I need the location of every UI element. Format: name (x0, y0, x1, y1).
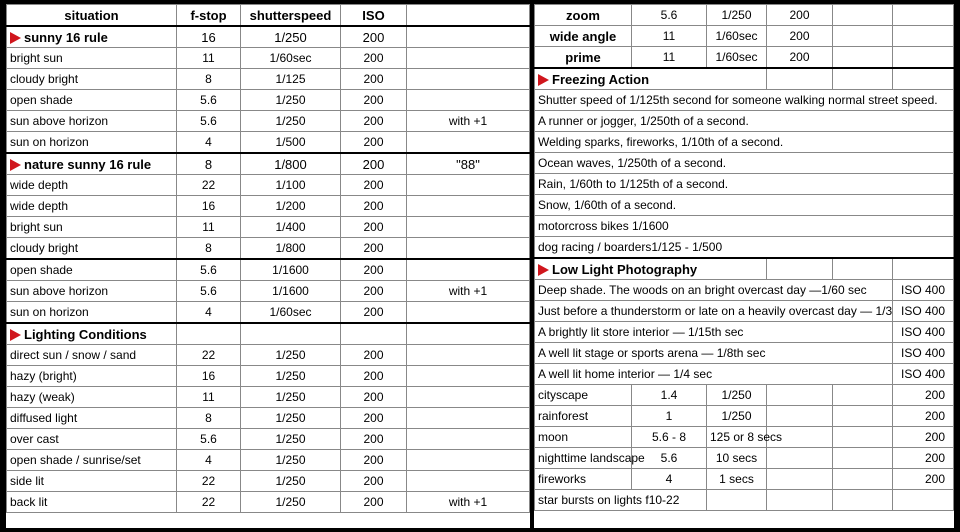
value-cell: 1/250 (241, 450, 341, 471)
value-cell (407, 69, 530, 90)
iso-cell: ISO 400 (893, 322, 954, 343)
empty-cell (893, 258, 954, 280)
value-cell (407, 48, 530, 69)
value-cell: 200 (341, 238, 407, 260)
table-row (7, 281, 530, 302)
value-cell: 1/60sec (241, 48, 341, 69)
empty-cell (767, 448, 833, 469)
value-cell: 1/100 (241, 175, 341, 196)
value-cell: 1 (632, 406, 707, 427)
value-cell: 200 (341, 90, 407, 111)
value-cell: 5.6 (177, 111, 241, 132)
situation-cell: direct sun / snow / sand (7, 345, 177, 366)
table-row (535, 132, 954, 153)
situation-cell: bright sun (7, 48, 177, 69)
value-cell (407, 132, 530, 154)
value-cell (407, 387, 530, 408)
section-title-text: Low Light Photography (552, 261, 698, 277)
table-row (7, 90, 530, 111)
value-cell: 22 (177, 471, 241, 492)
scene-cell: cityscape (535, 385, 632, 406)
photo-settings-sheet (6, 4, 954, 528)
table-row (535, 90, 954, 111)
freezing-note: motorcross bikes 1/1600 (535, 216, 954, 237)
section-row (7, 26, 530, 48)
value-cell: 1/250 (241, 90, 341, 111)
section-value: 200 (341, 153, 407, 175)
table-row (535, 427, 954, 448)
value-cell (407, 238, 530, 260)
value-cell (407, 196, 530, 217)
table-row (7, 48, 530, 69)
value-cell: 1/250 (241, 366, 341, 387)
lowlight-note: A well lit home interior — 1/4 sec (535, 364, 893, 385)
empty-cell (833, 26, 893, 47)
lens-cell: zoom (535, 5, 632, 26)
lowlight-note: star bursts on lights f10-22 (535, 490, 707, 511)
empty-cell (833, 47, 893, 69)
empty-cell (833, 68, 893, 90)
situation-cell: diffused light (7, 408, 177, 429)
value-cell (407, 302, 530, 324)
situation-cell: open shade / sunrise/set (7, 450, 177, 471)
empty-cell (833, 427, 893, 448)
value-cell: 11 (632, 47, 707, 69)
freezing-note: Snow, 1/60th of a second. (535, 195, 954, 216)
value-cell: 1/250 (707, 5, 767, 26)
value-cell: 200 (341, 387, 407, 408)
left-exposure-table (6, 4, 530, 513)
table-row (535, 174, 954, 195)
table-row (535, 385, 954, 406)
section-title-text: sunny 16 rule (24, 29, 108, 45)
table-row (7, 69, 530, 90)
value-cell: 200 (893, 448, 954, 469)
value-cell: 11 (177, 217, 241, 238)
value-cell (407, 217, 530, 238)
freezing-note: Shutter speed of 1/125th second for someone walking normal street speed. (535, 90, 954, 111)
table-row (7, 471, 530, 492)
value-cell: 22 (177, 492, 241, 513)
table-row (535, 26, 954, 47)
value-cell: 1/250 (241, 492, 341, 513)
table-row (535, 5, 954, 26)
empty-cell (833, 258, 893, 280)
table-row (535, 195, 954, 216)
empty-cell (833, 5, 893, 26)
value-cell: 1/250 (241, 345, 341, 366)
value-cell: 200 (341, 471, 407, 492)
value-cell: 5.6 (177, 281, 241, 302)
section-value: 8 (177, 153, 241, 175)
right-reference-table (534, 4, 954, 511)
table-row (535, 280, 954, 301)
value-cell (407, 450, 530, 471)
empty-cell (767, 68, 833, 90)
value-cell: 4 (177, 302, 241, 324)
table-row (535, 301, 954, 322)
empty-cell (767, 385, 833, 406)
situation-cell: wide depth (7, 196, 177, 217)
section-title-text: Freezing Action (552, 71, 650, 87)
column-header (407, 5, 530, 27)
value-cell: 1/1600 (241, 259, 341, 281)
table-row (7, 492, 530, 513)
section-value: 200 (341, 26, 407, 48)
section-title-text: nature sunny 16 rule (24, 156, 152, 172)
value-cell: 8 (177, 69, 241, 90)
value-cell: 1/250 (241, 111, 341, 132)
value-cell: 200 (341, 302, 407, 324)
lens-cell: prime (535, 47, 632, 69)
value-cell: 200 (893, 469, 954, 490)
value-cell: 200 (341, 111, 407, 132)
red-triangle-marker-icon (538, 264, 549, 276)
value-cell: 200 (341, 281, 407, 302)
section-value (407, 323, 530, 345)
situation-cell: back lit (7, 492, 177, 513)
empty-cell (893, 26, 954, 47)
value-cell: 1/60sec (241, 302, 341, 324)
freezing-note: Welding sparks, fireworks, 1/10th of a second. (535, 132, 954, 153)
value-cell: 4 (632, 469, 707, 490)
value-cell: 200 (341, 366, 407, 387)
value-cell: 200 (341, 175, 407, 196)
value-cell (407, 408, 530, 429)
value-cell: 200 (341, 259, 407, 281)
section-value: 1/800 (241, 153, 341, 175)
section-value: 1/250 (241, 26, 341, 48)
value-cell: 16 (177, 196, 241, 217)
table-row (7, 408, 530, 429)
lowlight-note: A brightly lit store interior — 1/15th sec (535, 322, 893, 343)
empty-cell (893, 68, 954, 90)
section-title (7, 323, 177, 345)
iso-cell: ISO 400 (893, 280, 954, 301)
value-cell (407, 366, 530, 387)
situation-cell: sun on horizon (7, 132, 177, 154)
situation-cell: bright sun (7, 217, 177, 238)
situation-cell: sun above horizon (7, 111, 177, 132)
table-row (7, 175, 530, 196)
value-cell (407, 175, 530, 196)
section-row (7, 323, 530, 345)
situation-cell: sun on horizon (7, 302, 177, 324)
empty-cell (833, 469, 893, 490)
table-row (7, 450, 530, 471)
value-cell: 200 (767, 5, 833, 26)
red-triangle-marker-icon (538, 74, 549, 86)
value-cell: 1/500 (241, 132, 341, 154)
value-cell: 1/60sec (707, 26, 767, 47)
value-cell: 10 secs (707, 448, 767, 469)
column-header: f-stop (177, 5, 241, 27)
table-row (535, 469, 954, 490)
table-row (7, 132, 530, 154)
value-cell: 1/60sec (707, 47, 767, 69)
value-cell: 11 (177, 48, 241, 69)
table-row (535, 237, 954, 259)
value-cell: 200 (767, 47, 833, 69)
empty-cell (893, 47, 954, 69)
section-value: 16 (177, 26, 241, 48)
value-cell: 200 (341, 217, 407, 238)
red-triangle-marker-icon (10, 159, 21, 171)
situation-cell: cloudy bright (7, 238, 177, 260)
value-cell: 200 (341, 345, 407, 366)
value-cell: 200 (341, 132, 407, 154)
iso-cell: ISO 400 (893, 301, 954, 322)
empty-cell (893, 5, 954, 26)
value-cell: 11 (632, 26, 707, 47)
red-triangle-marker-icon (10, 32, 21, 44)
value-cell: 200 (341, 408, 407, 429)
freezing-note: A runner or jogger, 1/250th of a second. (535, 111, 954, 132)
value-cell: 200 (767, 26, 833, 47)
value-cell: 200 (341, 48, 407, 69)
section-title (7, 26, 177, 48)
table-row (7, 387, 530, 408)
value-cell: with +1 (407, 111, 530, 132)
table-row (535, 406, 954, 427)
lowlight-note: Just before a thunderstorm or late on a heavily overcast day — 1/3 (535, 301, 893, 322)
table-row (535, 490, 954, 511)
value-cell: 1/800 (241, 238, 341, 260)
iso-cell: ISO 400 (893, 343, 954, 364)
table-row (535, 47, 954, 69)
red-triangle-marker-icon (10, 329, 21, 341)
section-title (7, 153, 177, 175)
value-cell: 5.6 - 8 (632, 427, 707, 448)
value-cell: 1/250 (241, 471, 341, 492)
section-title (535, 68, 767, 90)
table-row (535, 364, 954, 385)
value-cell: 200 (341, 429, 407, 450)
empty-cell (707, 490, 767, 511)
value-cell: 200 (893, 427, 954, 448)
value-cell: 1.4 (632, 385, 707, 406)
empty-cell (767, 469, 833, 490)
table-row (7, 429, 530, 450)
value-cell: 1/200 (241, 196, 341, 217)
table-row (535, 216, 954, 237)
iso-cell: ISO 400 (893, 364, 954, 385)
value-cell: 1/400 (241, 217, 341, 238)
situation-cell: cloudy bright (7, 69, 177, 90)
section-value: "88" (407, 153, 530, 175)
value-cell: 200 (341, 450, 407, 471)
situation-cell: side lit (7, 471, 177, 492)
table-row (7, 238, 530, 260)
section-value (341, 323, 407, 345)
section-title (535, 258, 767, 280)
value-cell (407, 259, 530, 281)
header-row (7, 5, 530, 27)
value-cell: 4 (177, 450, 241, 471)
scene-cell: rainforest (535, 406, 632, 427)
table-row (7, 302, 530, 324)
value-cell: 200 (341, 492, 407, 513)
table-row (7, 345, 530, 366)
value-cell: 200 (893, 406, 954, 427)
freezing-note: dog racing / boarders1/125 - 1/500 (535, 237, 954, 259)
section-row (535, 258, 954, 280)
value-cell: 22 (177, 175, 241, 196)
situation-cell: hazy (bright) (7, 366, 177, 387)
value-cell: 4 (177, 132, 241, 154)
value-cell (407, 471, 530, 492)
value-cell: 5.6 (177, 429, 241, 450)
table-row (535, 343, 954, 364)
value-cell: 1/250 (707, 406, 767, 427)
value-cell: 8 (177, 408, 241, 429)
column-header: situation (7, 5, 177, 27)
value-cell: 1/1600 (241, 281, 341, 302)
scene-cell: fireworks (535, 469, 632, 490)
empty-cell (767, 490, 833, 511)
empty-cell (833, 490, 893, 511)
value-cell: with +1 (407, 492, 530, 513)
scene-cell: moon (535, 427, 632, 448)
table-row (7, 111, 530, 132)
value-cell: 125 or 8 secs (707, 427, 767, 448)
empty-cell (767, 258, 833, 280)
empty-cell (893, 490, 954, 511)
value-cell: 5.6 (632, 5, 707, 26)
value-cell: 1/250 (241, 387, 341, 408)
value-cell: 5.6 (177, 259, 241, 281)
section-value (241, 323, 341, 345)
value-cell (407, 90, 530, 111)
value-cell: 200 (893, 385, 954, 406)
value-cell: 200 (341, 69, 407, 90)
value-cell: 1/125 (241, 69, 341, 90)
table-row (535, 111, 954, 132)
empty-cell (833, 406, 893, 427)
value-cell: 16 (177, 366, 241, 387)
value-cell (407, 345, 530, 366)
value-cell: 22 (177, 345, 241, 366)
scene-cell: nighttime landscape (535, 448, 632, 469)
table-row (7, 217, 530, 238)
section-title-text: Lighting Conditions (24, 326, 147, 342)
freezing-note: Ocean waves, 1/250th of a second. (535, 153, 954, 174)
situation-cell: hazy (weak) (7, 387, 177, 408)
empty-cell (767, 406, 833, 427)
value-cell: with +1 (407, 281, 530, 302)
value-cell: 5.6 (632, 448, 707, 469)
situation-cell: wide depth (7, 175, 177, 196)
situation-cell: open shade (7, 259, 177, 281)
lowlight-note: A well lit stage or sports arena — 1/8th sec (535, 343, 893, 364)
value-cell: 1/250 (241, 408, 341, 429)
table-row (535, 322, 954, 343)
situation-cell: over cast (7, 429, 177, 450)
table-row (7, 259, 530, 281)
section-row (7, 153, 530, 175)
lowlight-note: Deep shade. The woods on an bright overcast day —1/60 sec (535, 280, 893, 301)
table-row (535, 448, 954, 469)
value-cell (407, 429, 530, 450)
table-row (7, 366, 530, 387)
value-cell: 8 (177, 238, 241, 260)
value-cell: 11 (177, 387, 241, 408)
value-cell: 5.6 (177, 90, 241, 111)
situation-cell: open shade (7, 90, 177, 111)
empty-cell (833, 385, 893, 406)
value-cell: 1/250 (241, 429, 341, 450)
table-row (535, 153, 954, 174)
section-row (535, 68, 954, 90)
lens-cell: wide angle (535, 26, 632, 47)
freezing-note: Rain, 1/60th to 1/125th of a second. (535, 174, 954, 195)
table-row (7, 196, 530, 217)
value-cell: 1/250 (707, 385, 767, 406)
column-header: ISO (341, 5, 407, 27)
value-cell: 1 secs (707, 469, 767, 490)
section-value (407, 26, 530, 48)
value-cell: 200 (341, 196, 407, 217)
situation-cell: sun above horizon (7, 281, 177, 302)
column-header: shutterspeed (241, 5, 341, 27)
empty-cell (833, 448, 893, 469)
section-value (177, 323, 241, 345)
